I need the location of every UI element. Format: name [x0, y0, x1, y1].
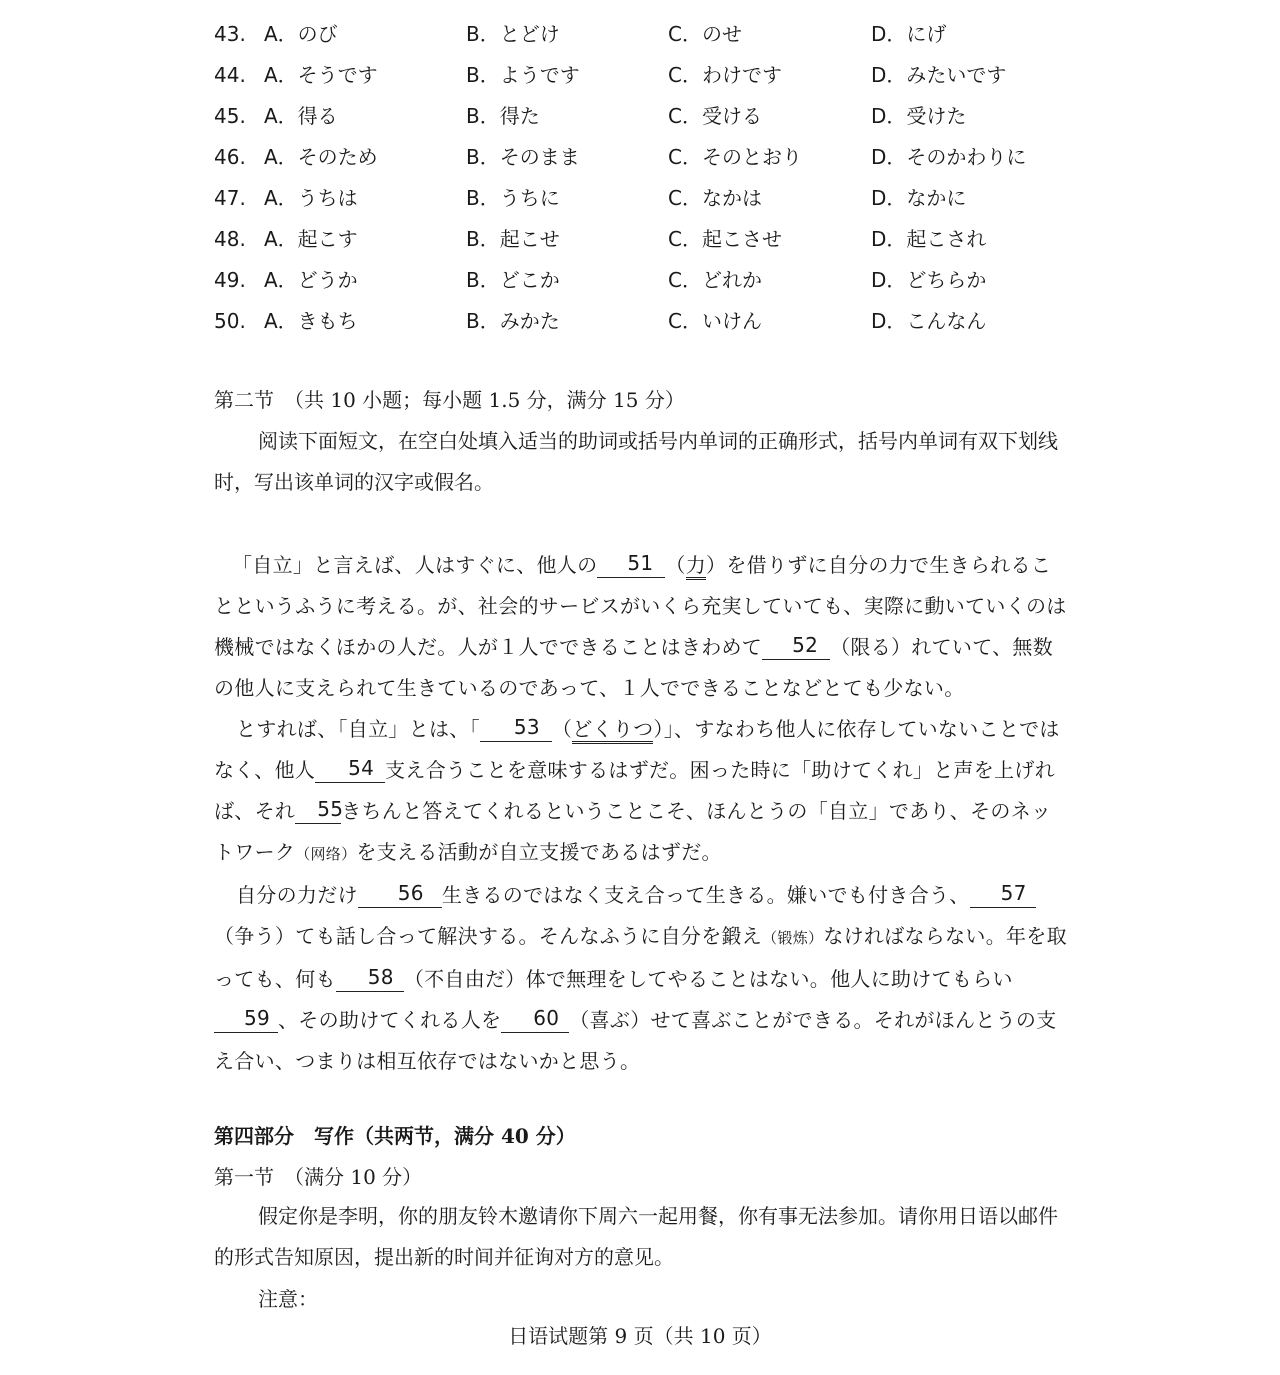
option-a: A．のび — [264, 22, 338, 46]
option-c: C．どれか — [668, 268, 762, 292]
part-4 — [214, 1121, 1069, 1314]
answer-options-table — [214, 14, 1074, 342]
double-underlined-word: 力 — [686, 553, 706, 580]
option-c: C．なかは — [668, 186, 762, 210]
option-a: A．どうか — [264, 268, 358, 292]
blank-53: 53 — [480, 715, 552, 742]
passage-text: きちんと答えてくれるということこそ、ほんとうの「自立」であり、そのネットワーク — [214, 799, 1052, 864]
reading-passage — [214, 545, 1070, 1082]
passage-text: を支える活動が自立支援であるはずだ。 — [356, 840, 722, 864]
passage-text: （喜ぶ）せて喜ぶことができる。それがほんとうの支え合い、つまりは相互依存ではないかと思う。 — [214, 1008, 1057, 1073]
option-b: B．得た — [466, 104, 540, 128]
question-number: 46. — [214, 145, 246, 169]
passage-paragraph — [214, 709, 1070, 875]
question-row — [214, 301, 1074, 342]
question-number: 47. — [214, 186, 246, 210]
part-heading: 第四部分 写作（共两节，满分 40 分） — [214, 1124, 576, 1148]
passage-text: （争う）ても話し合って解決する。そんなふうに自分を鍛え — [214, 924, 763, 948]
blank-54: 54 — [315, 756, 385, 783]
option-b: B．どこか — [466, 268, 560, 292]
question-number: 44. — [214, 63, 246, 87]
option-c: C．受ける — [668, 104, 762, 128]
option-a: A．そうです — [264, 63, 378, 87]
passage-text: 自分の力だけ — [236, 883, 358, 907]
blank-59: 59 — [214, 1006, 278, 1033]
option-d: D．どちらか — [871, 268, 987, 292]
passage-text: 生きるのではなく支え合って生きる。嫌いでも付き合う、 — [441, 883, 970, 907]
notes-label: 注意： — [258, 1287, 318, 1311]
blank-52: 52 — [762, 633, 830, 660]
passage-text: ）」、すなわち他人に依存していないことではなく、他人 — [214, 717, 1060, 782]
page-footer: 日语试题第 9 页（共 10 页） — [508, 1324, 772, 1348]
option-d: D．起こされ — [871, 227, 987, 251]
question-row — [214, 260, 1074, 301]
passage-text: （限る）れていて、無数の他人に支えられて生きているのであって、１人でできることなどとても少ない。 — [214, 635, 1054, 700]
option-b: B．ようです — [466, 63, 580, 87]
gloss-note: （锻炼） — [762, 929, 824, 947]
question-number: 45. — [214, 104, 246, 128]
blank-51: 51 — [597, 551, 665, 578]
section-2 — [214, 385, 1069, 503]
passage-text: （不自由だ）体で無理をしてやることはない。他人に助けてもらい — [403, 967, 1013, 991]
question-number: 43. — [214, 22, 246, 46]
blank-58: 58 — [336, 965, 404, 992]
question-row — [214, 137, 1074, 178]
option-a: A．うちは — [264, 186, 358, 210]
option-a: A．得る — [264, 104, 338, 128]
option-b: B．うちに — [466, 186, 560, 210]
section-heading: 第二节 （共 10 小题；每小题 1.5 分，满分 15 分） — [214, 388, 685, 412]
option-d: D．そのかわりに — [871, 145, 1027, 169]
passage-paragraph — [214, 875, 1070, 1082]
option-a: A．起こす — [264, 227, 358, 251]
passage-text: 、その助けてくれる人を — [278, 1008, 502, 1032]
question-row — [214, 96, 1074, 137]
question-number: 50. — [214, 309, 246, 333]
question-row — [214, 219, 1074, 260]
writing-task: 假定你是李明，你的朋友铃木邀请你下周六一起用餐，你有事无法参加。请你用日语以邮件的形式告知原因，提出新的时间并征询对方的意见。 — [214, 1204, 1058, 1269]
question-row — [214, 178, 1074, 219]
option-c: C．起こさせ — [668, 227, 782, 251]
option-d: D．にげ — [871, 22, 947, 46]
option-d: D．なかに — [871, 186, 967, 210]
passage-text: なければならない。年を取っても、何も — [214, 924, 1067, 991]
blank-55: 55 — [295, 797, 341, 824]
question-row — [214, 14, 1074, 55]
option-d: D．みたいです — [871, 63, 1007, 87]
option-c: C．のせ — [668, 22, 742, 46]
section-instruction: 阅读下面短文，在空白处填入适当的助词或括号内单词的正确形式，括号内单词有双下划线时，写出该单词的汉字或假名。 — [214, 429, 1058, 494]
option-b: B．とどけ — [466, 22, 560, 46]
blank-56: 56 — [358, 881, 442, 908]
section-heading: 第一节 （满分 10 分） — [214, 1165, 423, 1189]
option-c: C．わけです — [668, 63, 782, 87]
gloss-note: （网络） — [295, 845, 357, 863]
blank-57: 57 — [970, 881, 1036, 908]
passage-text: とすれば、「自立」とは、「 — [236, 717, 480, 741]
double-underlined-word: どくりつ — [572, 717, 653, 744]
option-b: B．みかた — [466, 309, 560, 333]
option-c: C．そのとおり — [668, 145, 802, 169]
passage-text: ）を借りずに自分の力で生きられることというふうに考える。が、社会的サービスがいくら充実していても、実際に動いていくのは機械ではなくほかの人だ。人が１人でできることはきわめて — [214, 553, 1067, 659]
option-d: D．こんなん — [871, 309, 987, 333]
passage-paragraph — [214, 545, 1070, 709]
option-b: B．そのまま — [466, 145, 580, 169]
passage-text: 「自立」と言えば、人はすぐに、他人の — [232, 553, 598, 577]
passage-text: （ — [551, 717, 573, 741]
blank-60: 60 — [501, 1006, 569, 1033]
question-number: 49. — [214, 268, 246, 292]
option-c: C．いけん — [668, 309, 762, 333]
option-a: A．そのため — [264, 145, 378, 169]
passage-text: 支え合うことを意味するはずだ。困った時に「助けてくれ」と声を上げれば、それ — [214, 758, 1056, 823]
question-number: 48. — [214, 227, 246, 251]
passage-text: （ — [665, 553, 686, 577]
option-d: D．受けた — [871, 104, 967, 128]
option-a: A．きもち — [264, 309, 358, 333]
question-row — [214, 55, 1074, 96]
option-b: B．起こせ — [466, 227, 560, 251]
